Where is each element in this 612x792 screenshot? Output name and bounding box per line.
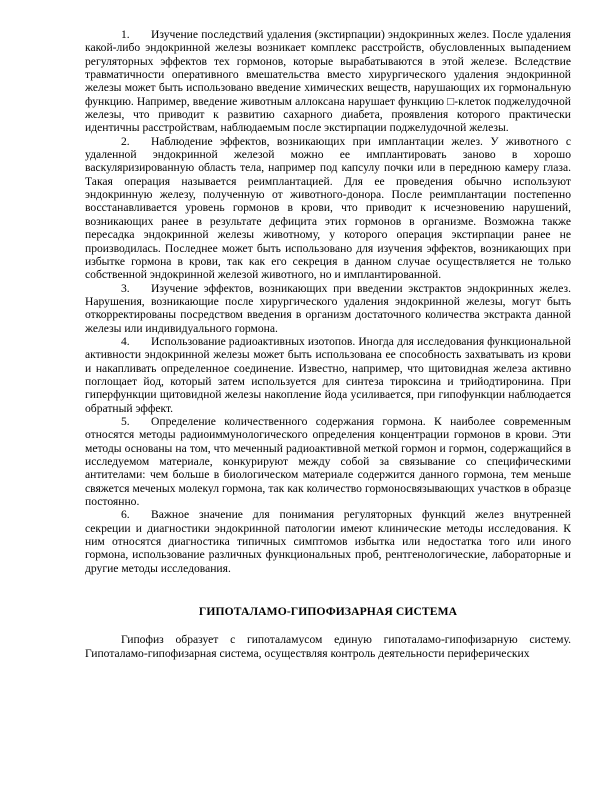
body-paragraph: Гипофиз образует с гипоталамусом единую гипоталамо-гипофизарную систему. Гипоталамо-гипофизарная система, осуществляя контроль деятельности периферических [85, 633, 571, 660]
list-item-number: 6. [121, 508, 130, 522]
list-item-text: Изучение эффектов, возникающих при введении экстрактов эндокринных желез. Нарушения, возникающие после хирургического удаления эндокринной железы, могут быть откорректированы посредством введения в организм достаточного количества экстракта данной железы или индивидуального гормона. [85, 281, 571, 335]
list-item-3 [85, 282, 571, 335]
list-item-2 [85, 135, 571, 282]
list-item-number: 5. [121, 414, 130, 428]
list-item-6 [85, 508, 571, 575]
list-item-number: 4. [121, 334, 130, 348]
list-item-5 [85, 415, 571, 508]
list-item-text: Определение количественного содержания гормона. К наиболее современным относятся методы радиоиммунологического определения концентрации гормонов в крови. Эти методы основаны на том, что меченный радиоактивной меткой гормон и гормон, содержащийся в исследуемом материале, конкурируют между собой за связывание со специфическими антителами: чем больше в биологическом материале содержится данного гормона, тем меньше свяжется меченых молекул гормона, так как количество гормоносвязывающих участков в образце постоянно. [85, 414, 571, 509]
list-item-text: Наблюдение эффектов, возникающих при имплантации желез. У животного с удаленной эндокринной железой можно ее имплантировать заново в хорошо васкуляризированную область тела, например под капсулу почки или в переднюю камеру глаза. Такая операция называется реимплантацией. Для ее проведения обычно используют эндокринную железу, полученную от животного-донора. После реимплантации постепенно восстанавливается уровень гормонов в крови, что приводит к исчезновению нарушений, возникающих ранее в результате дефицита этих гормонов в организме. Возможна также пересадка эндокринной железы животному, у которого операция экстирпации ранее не производилась. Последнее может быть использовано для изучения эффектов, возникающих при избытке гормона в крови, так как его секреция в данном случае осуществляется не только собственной эндокринной железой животного, но и имплантированной. [85, 134, 571, 282]
list-item-number: 3. [121, 281, 130, 295]
list-item-number: 1. [121, 28, 130, 41]
list-item-text: Важное значение для понимания регуляторных функций желез внутренней секреции и диагностики эндокринной патологии имеют клинические методы исследования. К ним относятся диагностика типичных симптомов избытка или недостатка того или иного гормона, использование различных функциональных проб, рентгенологические, лабораторные и другие методы исследования. [85, 508, 571, 575]
list-item-4 [85, 335, 571, 415]
section-heading: ГИПОТАЛАМО-ГИПОФИЗАРНАЯ СИСТЕМА [198, 605, 458, 619]
list-item-number: 2. [121, 134, 130, 148]
list-item-text: Использование радиоактивных изотопов. Иногда для исследования функциональной активности эндокринной железы может быть использована ее способность захватывать из крови и накапливать определенное соединение. Известно, например, что щитовидная железа активно поглощает йод, который затем используется для синтеза тироксина и трийодтиронина. При гиперфункции щитовидной железы накопление йода усиливается, при гипофункции наблюдается обратный эффект. [85, 334, 571, 415]
document-body [85, 28, 571, 660]
list-item-text: Изучение последствий удаления (экстирпации) эндокринных желез. После удаления какой-либо эндокринной железы возникает комплекс расстройств, обусловленных выпадением регуляторных эффектов тех гормонов, которые вырабатываются в этой железе. Вследствие травматичности оперативного вмешательства вместо хирургического удаления эндокринной железы может быть использовано введение химических веществ, нарушающих их гормональную функцию. Например, введение животным аллоксана нарушает функцию □-клеток поджелудочной железы, что приводит к развитию сахарного диабета, проявления которого практически идентичны расстройствам, наблюдаемым после экстирпации поджелудочной железы. [85, 28, 571, 135]
list-item-1 [85, 28, 571, 135]
